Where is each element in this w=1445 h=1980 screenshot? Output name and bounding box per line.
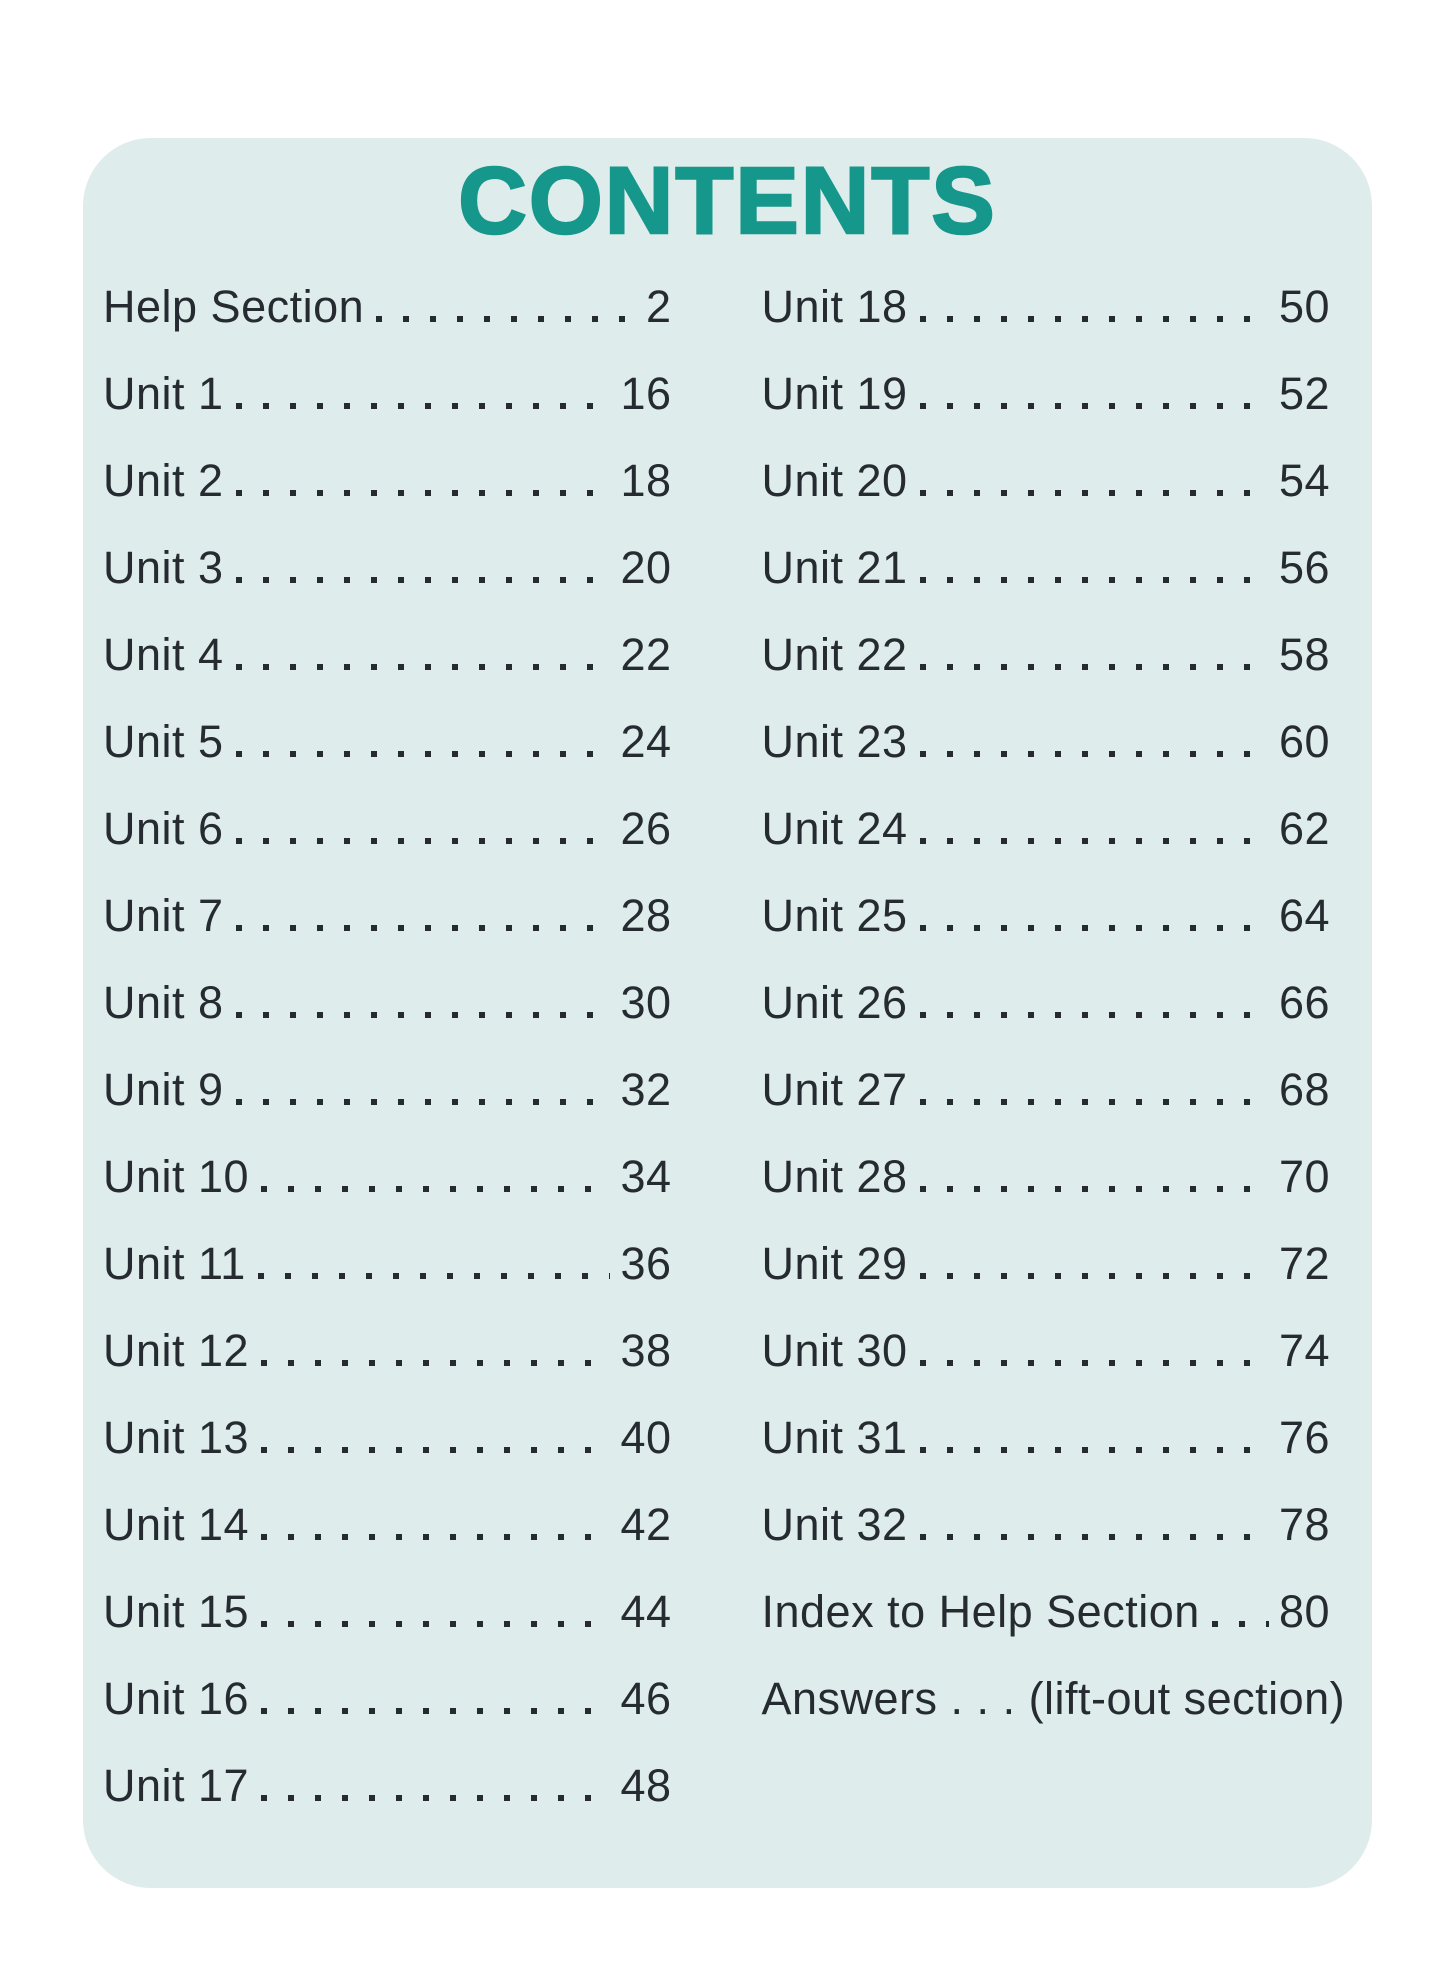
toc-entry-label: Unit 14 [103,1499,250,1550]
page-number: 76 [1278,1412,1330,1463]
dotted-leader [261,1360,610,1366]
dotted-leader [236,490,611,496]
page-number: 2 [645,281,672,332]
toc-row [762,1568,1331,1655]
toc-entry-label: Unit 29 [761,1238,908,1289]
page-number: 46 [620,1673,672,1724]
toc-entry-label: Unit 24 [761,803,908,854]
toc-entry-label: Index to Help Section [761,1586,1200,1637]
toc-entry-label: Unit 11 [103,1238,246,1289]
page-number: 80 [1278,1586,1330,1637]
page-number: 48 [620,1760,672,1811]
toc-entry-label: Unit 17 [103,1760,250,1811]
toc-entry-label: Unit 20 [761,455,908,506]
toc-entry-label: Unit 32 [761,1499,908,1550]
toc-entry-label: Unit 5 [103,716,224,767]
page-number: 28 [620,890,672,941]
page-number: 44 [620,1586,672,1637]
toc-columns [83,263,1372,1829]
page-number: 22 [620,629,672,680]
toc-entry-label: Unit 13 [103,1412,250,1463]
dotted-leader [236,925,611,931]
dotted-leader [1212,1621,1269,1627]
toc-row [103,1220,672,1307]
page-number: 34 [620,1151,672,1202]
contents-card [83,138,1372,1888]
toc-row [103,959,672,1046]
page-number: 70 [1278,1151,1330,1202]
page-number: 32 [620,1064,672,1115]
dotted-leader [236,1012,611,1018]
page-number: 72 [1278,1238,1330,1289]
dotted-leader [920,664,1269,670]
dotted-leader [261,1708,610,1714]
dotted-leader [920,751,1269,757]
page-number: 40 [620,1412,672,1463]
toc-row [762,263,1331,350]
dotted-leader [920,403,1269,409]
toc-entry-label: Unit 26 [761,977,908,1028]
toc-entry-label: Unit 1 [103,368,224,419]
dotted-leader [920,1273,1269,1279]
toc-row [103,611,672,698]
dotted-leader [920,925,1269,931]
toc-row [762,959,1331,1046]
toc-entry-label: Unit 10 [103,1151,250,1202]
toc-entry-label: Unit 27 [761,1064,908,1115]
toc-row [103,1133,672,1220]
toc-entry-label: Unit 9 [103,1064,224,1115]
page-number: 52 [1278,368,1330,419]
dotted-leader [920,1360,1269,1366]
toc-row [103,1307,672,1394]
toc-row [762,1394,1331,1481]
page-number: 20 [620,542,672,593]
contents-title: CONTENTS [458,148,997,254]
page-number: 62 [1278,803,1330,854]
toc-entry-label: Unit 23 [761,716,908,767]
dotted-leader [236,577,611,583]
dotted-leader [236,1099,611,1105]
toc-entry-label: Unit 18 [761,281,908,332]
toc-row [103,350,672,437]
dotted-leader [920,1186,1269,1192]
toc-row [103,1655,672,1742]
page-number: 30 [620,977,672,1028]
toc-row [762,350,1331,437]
toc-row [103,872,672,959]
page-number: 56 [1278,542,1330,593]
toc-row [762,1220,1331,1307]
toc-entry-label: Unit 6 [103,803,224,854]
toc-row [762,1133,1331,1220]
toc-row [762,785,1331,872]
toc-row [103,524,672,611]
page-number: 36 [620,1238,672,1289]
dotted-leader [236,838,611,844]
page-number: 68 [1278,1064,1330,1115]
dotted-leader [920,1534,1269,1540]
toc-row [762,437,1331,524]
dotted-leader [236,751,611,757]
dotted-leader [236,403,611,409]
page-number: 78 [1278,1499,1330,1550]
toc-entry-label: Unit 28 [761,1151,908,1202]
page-number: 42 [620,1499,672,1550]
toc-row [103,1568,672,1655]
toc-row [762,1046,1331,1133]
toc-entry-label: Unit 2 [103,455,224,506]
toc-row [103,698,672,785]
toc-entry-label: Help Section [103,281,365,332]
page-number: 54 [1278,455,1330,506]
toc-row [762,611,1331,698]
page-number: 26 [620,803,672,854]
toc-entry-label: Unit 12 [103,1325,250,1376]
toc-column-left [103,263,672,1829]
page-number: 66 [1278,977,1330,1028]
dotted-leader [920,577,1269,583]
toc-entry-label: Unit 7 [103,890,224,941]
toc-entry-label: Unit 31 [761,1412,908,1463]
page-number: 74 [1278,1325,1330,1376]
page-number: 24 [620,716,672,767]
toc-row [762,524,1331,611]
page-number: 58 [1278,629,1330,680]
toc-entry-label: Unit 19 [761,368,908,419]
toc-entry-label: Unit 21 [761,542,908,593]
dotted-leader [920,316,1269,322]
toc-row [762,872,1331,959]
toc-entry-label: Answers . . . (lift-out section) [761,1673,1346,1724]
dotted-leader [261,1621,610,1627]
toc-row [103,1742,672,1829]
toc-entry-label: Unit 25 [761,890,908,941]
dotted-leader [920,1012,1269,1018]
dotted-leader [236,664,611,670]
toc-row [103,1046,672,1133]
toc-entry-label: Unit 22 [761,629,908,680]
toc-entry-label: Unit 30 [761,1325,908,1376]
toc-row [103,785,672,872]
dotted-leader [376,316,636,322]
dotted-leader [258,1273,611,1279]
page-number: 18 [620,455,672,506]
dotted-leader [261,1447,610,1453]
toc-row [762,698,1331,785]
toc-entry-label: Unit 3 [103,542,224,593]
page-number: 16 [620,368,672,419]
page-number: 50 [1278,281,1330,332]
page-number: 64 [1278,890,1330,941]
dotted-leader [261,1186,610,1192]
page-number: 38 [620,1325,672,1376]
dotted-leader [920,490,1269,496]
toc-entry-label: Unit 4 [103,629,224,680]
toc-entry-label: Unit 8 [103,977,224,1028]
dotted-leader [261,1534,610,1540]
toc-row [103,437,672,524]
page-number: 60 [1278,716,1330,767]
toc-row [103,1481,672,1568]
toc-row [103,263,672,350]
toc-row [103,1394,672,1481]
toc-entry-label: Unit 15 [103,1586,250,1637]
toc-row [762,1481,1331,1568]
toc-row [761,1655,1346,1742]
toc-entry-label: Unit 16 [103,1673,250,1724]
toc-row [762,1307,1331,1394]
dotted-leader [920,838,1269,844]
dotted-leader [920,1099,1269,1105]
toc-column-right [761,263,1346,1829]
dotted-leader [261,1795,610,1801]
dotted-leader [920,1447,1269,1453]
